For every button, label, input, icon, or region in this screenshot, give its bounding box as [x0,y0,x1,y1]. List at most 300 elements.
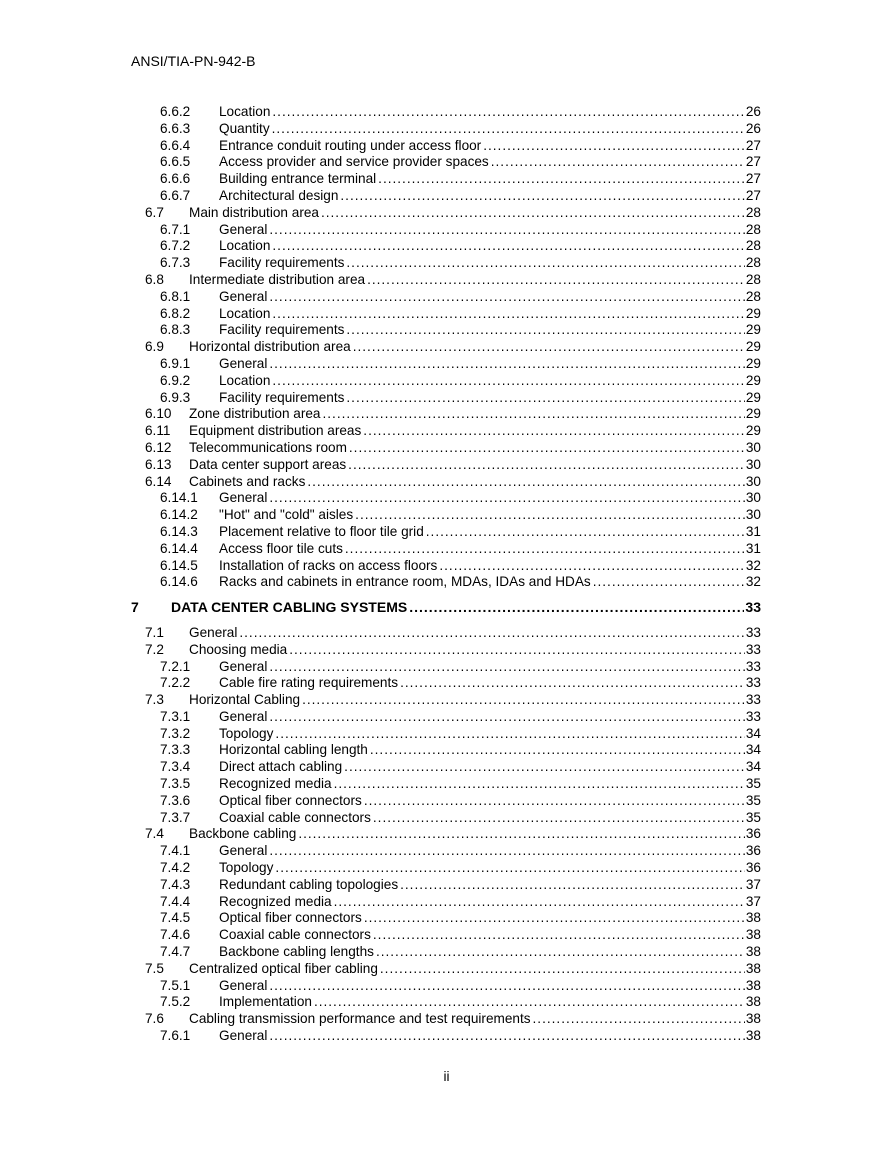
toc-entry-page: 32 [745,574,761,590]
toc-entry[interactable] [131,524,761,541]
toc-entry-title: Quantity [219,120,270,136]
toc-entry-number: 7.5.1 [160,977,191,993]
toc-entry-number: 6.7.3 [160,255,191,271]
dot-leader [346,390,744,407]
toc-entry-line [219,121,761,138]
toc-entry[interactable] [131,390,761,407]
toc-entry-number: 6.14.4 [160,540,198,556]
toc-entry[interactable] [131,574,761,591]
toc-entry-page: 29 [745,423,761,439]
toc-entry-line [189,406,761,423]
dot-leader [334,894,745,911]
toc-entry-title: Horizontal Cabling [189,692,301,708]
dot-leader [346,255,744,272]
toc-entry[interactable] [131,910,761,927]
toc-entry-line [219,1028,761,1045]
toc-entry-page: 35 [745,792,761,808]
dot-leader [380,961,745,978]
toc-entry-page: 28 [745,255,761,271]
toc-entry-number: 6.14.1 [160,490,198,506]
toc-entry-number: 6.14.6 [160,574,198,590]
toc-entry-number: 7.2.1 [160,658,191,674]
dot-leader [373,927,745,944]
toc-entry-page: 32 [745,557,761,573]
dot-leader [314,994,745,1011]
toc-entry-number: 6.14.3 [160,523,198,539]
toc-entry[interactable] [131,994,761,1011]
toc-entry[interactable] [131,759,761,776]
toc-entry-number: 7.1 [145,624,164,640]
toc-entry-line [189,272,761,289]
toc-entry-page: 27 [745,187,761,203]
toc-entry-title: Architectural design [219,187,339,203]
toc-entry-page: 38 [745,1011,761,1027]
toc-entry-page: 28 [745,221,761,237]
toc-entry-number: 7.3.6 [160,792,191,808]
toc-entry-page: 30 [745,507,761,523]
toc-entry-title: Building entrance terminal [219,171,377,187]
toc-entry-page: 28 [745,204,761,220]
toc-entry-page: 38 [745,1028,761,1044]
toc-entry-page: 33 [745,641,761,657]
dot-leader [491,154,745,171]
toc-entry-title: Recognized media [219,776,332,792]
dot-leader [321,205,745,222]
toc-entry-line [219,104,761,121]
toc-entry-title: Optical fiber connectors [219,792,362,808]
toc-entry[interactable] [131,457,761,474]
toc-entry-line [219,894,761,911]
toc-entry-line [219,978,761,995]
dot-leader [349,440,745,457]
toc-entry[interactable] [131,238,761,255]
dot-leader [346,322,744,339]
toc-entry-title: General [219,490,268,506]
toc-entry[interactable] [131,826,761,843]
toc-entry[interactable] [131,205,761,222]
toc-entry-number: 7.3.7 [160,809,191,825]
toc-entry[interactable] [131,507,761,524]
toc-entry[interactable] [131,810,761,827]
toc-entry-number: 6.8.2 [160,305,191,321]
toc-entry-line [219,222,761,239]
toc-entry-title: General [219,708,268,724]
toc-entry[interactable] [131,138,761,155]
dot-leader [373,810,745,827]
toc-entry-title: Entrance conduit routing under access floor [219,137,482,153]
toc-entry-number: 7.5 [145,960,164,976]
toc-entry-title: Coaxial cable connectors [219,927,371,943]
toc-entry-number: 7.4.1 [160,843,191,859]
toc-entry-page: 33 [745,599,761,616]
toc-entry[interactable] [131,944,761,961]
dot-leader [307,474,745,491]
toc-entry-title: Location [219,238,271,254]
toc-entry-title: Location [219,372,271,388]
toc-entry-number: 6.9.2 [160,372,191,388]
document-header: ANSI/TIA-PN-942-B [131,53,256,69]
dot-leader [353,339,745,356]
dot-leader [344,759,745,776]
toc-entry[interactable] [131,642,761,659]
dot-leader [364,793,745,810]
toc-entry[interactable] [131,490,761,507]
dot-leader [355,507,745,524]
toc-entry-title: DATA CENTER CABLING SYSTEMS [171,599,408,616]
dot-leader [426,524,745,541]
toc-entry[interactable] [131,322,761,339]
dot-leader [322,406,744,423]
dot-leader [409,599,744,616]
toc-entry[interactable] [131,474,761,491]
toc-entry-page: 26 [745,104,761,119]
toc-entry-title: Horizontal distribution area [189,339,351,355]
toc-entry-number: 7.3.5 [160,776,191,792]
toc-entry-page: 29 [745,322,761,338]
toc-entry-title: Cable fire rating requirements [219,675,399,691]
dot-leader [483,138,745,155]
toc-entry-title: Facility requirements [219,255,345,271]
toc-entry-title: Cabinets and racks [189,473,306,489]
toc-entry-line [219,994,761,1011]
toc-entry-page: 38 [745,994,761,1010]
toc-entry-page: 34 [745,742,761,758]
toc-entry-line [219,659,761,676]
toc-entry-line [219,373,761,390]
toc-entry-title: Access provider and service provider spaces [219,154,489,170]
toc-entry-title: Access floor tile cuts [219,540,343,556]
toc-entry-number: 7.4.5 [160,910,191,926]
toc-entry-number: 6.8.3 [160,322,191,338]
dot-leader [376,944,745,961]
toc-entry[interactable] [131,356,761,373]
toc-entry-line [189,642,761,659]
toc-entry-page: 38 [745,960,761,976]
toc-entry-title: Main distribution area [189,204,319,220]
toc-entry-number: 7.2 [145,641,164,657]
toc-entry-number: 6.6.4 [160,137,191,153]
toc-entry-title: Backbone cabling lengths [219,944,374,960]
toc-entry-line [219,306,761,323]
toc-entry-page: 37 [745,876,761,892]
dot-leader [269,843,745,860]
toc-entry-number: 7.3.1 [160,708,191,724]
dot-leader [269,289,745,306]
toc-entry[interactable] [131,255,761,272]
toc-entry-number: 6.14 [145,473,172,489]
toc-entry-line [219,944,761,961]
toc-entry-number: 6.9 [145,339,164,355]
toc-entry-line [219,188,761,205]
toc-entry[interactable] [131,625,761,642]
toc-entry-line [219,709,761,726]
toc-entry-title: Equipment distribution areas [189,423,362,439]
dot-leader [272,104,744,121]
toc-entry-number: 7.4.7 [160,944,191,960]
toc-entry-number: 6.9.1 [160,355,191,371]
toc-entry-page: 36 [745,860,761,876]
toc-entry-line [189,625,761,642]
toc-entry-page: 27 [745,171,761,187]
toc-entry[interactable] [131,877,761,894]
toc-entry-line [189,961,761,978]
toc-entry-page: 36 [745,826,761,842]
dot-leader [348,457,745,474]
toc-entry-title: General [219,221,268,237]
toc-entry-line [219,726,761,743]
toc-entry-page: 38 [745,927,761,943]
toc-entry-line [219,927,761,944]
toc-entry-page: 28 [745,288,761,304]
toc-entry[interactable] [131,793,761,810]
toc-entry-number: 6.6.7 [160,187,191,203]
toc-entry-title: Backbone cabling [189,826,297,842]
toc-entry-number: 7.4.3 [160,876,191,892]
toc-entry-page: 38 [745,977,761,993]
toc-entry-number: 7.4.4 [160,893,191,909]
toc-entry[interactable] [131,927,761,944]
toc-entry-line [219,507,761,524]
toc-entry-number: 6.10 [145,406,172,422]
toc-entry-number: 7.3.2 [160,725,191,741]
toc-entry-number: 6.12 [145,439,172,455]
toc-entry-line [219,675,761,692]
toc-entry[interactable] [131,860,761,877]
toc-entry-line [219,390,761,407]
toc-entry-page: 30 [745,456,761,472]
dot-leader [272,373,744,390]
toc-entry-title: Data center support areas [189,456,347,472]
toc-entry[interactable] [131,121,761,138]
dot-leader [367,272,745,289]
toc-entry-number: 6.9.3 [160,389,191,405]
toc-entry-number: 7.5.2 [160,994,191,1010]
toc-entry-title: General [219,977,268,993]
toc-entry[interactable] [131,104,761,121]
toc-entry-title: "Hot" and "cold" aisles [219,507,354,523]
toc-entry-title: Intermediate distribution area [189,271,366,287]
toc-entry-title: Zone distribution area [189,406,321,422]
toc-entry-line [219,238,761,255]
toc-entry-title: Facility requirements [219,322,345,338]
dot-leader [272,121,745,138]
toc-entry[interactable] [131,406,761,423]
toc-entry-title: Direct attach cabling [219,759,343,775]
dot-leader [334,776,745,793]
dot-leader [340,188,744,205]
dot-leader [269,356,745,373]
toc-entry[interactable] [131,440,761,457]
toc-entry-number: 7 [131,599,139,616]
toc-entry[interactable] [131,1028,761,1045]
toc-entry[interactable] [131,188,761,205]
toc-entry-page: 29 [745,355,761,371]
toc-entry-number: 6.7.2 [160,238,191,254]
dot-leader [302,692,745,709]
table-of-contents [131,104,761,1045]
dot-leader [533,1011,745,1028]
toc-entry-number: 6.7.1 [160,221,191,237]
toc-entry-line [219,910,761,927]
toc-entry[interactable] [131,171,761,188]
toc-entry-page: 35 [745,776,761,792]
toc-entry-line [219,574,761,591]
toc-entry[interactable] [131,558,761,575]
dot-leader [269,490,745,507]
toc-entry-title: Redundant cabling topologies [219,876,399,892]
toc-entry-number: 7.6 [145,1011,164,1027]
toc-entry-page: 29 [745,339,761,355]
toc-entry[interactable] [131,1011,761,1028]
toc-entry-number: 6.14.5 [160,557,198,573]
toc-entry-line [219,524,761,541]
toc-entry-number: 6.11 [145,423,171,439]
toc-entry[interactable] [131,222,761,239]
dot-leader [370,742,745,759]
toc-entry-title: Centralized optical fiber cabling [189,960,378,976]
toc-entry-page: 27 [745,137,761,153]
toc-entry[interactable] [131,423,761,440]
toc-entry-line [189,205,761,222]
toc-entry-line [189,339,761,356]
toc-entry[interactable] [131,978,761,995]
toc-entry-number: 7.2.2 [160,675,191,691]
dot-leader [289,642,745,659]
toc-entry-title: Location [219,305,271,321]
dot-leader [272,306,744,323]
toc-entry-line [219,776,761,793]
dot-leader [400,675,745,692]
toc-entry-page: 36 [745,843,761,859]
toc-entry[interactable] [131,659,761,676]
toc-entry-page: 33 [745,658,761,674]
toc-entry-number: 6.8.1 [160,288,191,304]
toc-entry-number: 6.8 [145,271,164,287]
toc-entry-page: 33 [745,708,761,724]
toc-entry-number: 7.4.2 [160,860,191,876]
toc-entry-page: 37 [745,893,761,909]
toc-entry-title: General [219,1028,268,1044]
toc-entry-number: 7.3.3 [160,742,191,758]
toc-entry-line [189,474,761,491]
toc-entry-page: 29 [745,406,761,422]
dot-leader [269,1028,745,1045]
toc-entry-number: 6.7 [145,204,164,220]
toc-entry-number: 7.4.6 [160,927,191,943]
toc-entry-line [219,877,761,894]
dot-leader [298,826,745,843]
dot-leader [345,541,745,558]
toc-entry-title: Installation of racks on access floors [219,557,438,573]
toc-entry-number: 6.13 [145,456,172,472]
dot-leader [269,978,745,995]
toc-entry-number: 6.6.6 [160,171,191,187]
toc-entry-title: Facility requirements [219,389,345,405]
toc-entry[interactable] [131,306,761,323]
toc-entry-title: General [219,355,268,371]
dot-leader [275,860,744,877]
toc-entry-title: Topology [219,725,274,741]
toc-entry-number: 6.6.5 [160,154,191,170]
toc-entry-line [219,255,761,272]
toc-entry-page: 34 [745,725,761,741]
toc-entry[interactable] [131,843,761,860]
dot-leader [239,625,745,642]
toc-entry-page: 31 [745,540,761,556]
toc-entry-page: 33 [745,675,761,691]
toc-entry[interactable] [131,894,761,911]
toc-entry-number: 7.3 [145,692,164,708]
toc-entry-title: Racks and cabinets in entrance room, MDAs, IDAs and HDAs [219,574,591,590]
toc-entry-number: 7.6.1 [160,1028,191,1044]
dot-leader [269,222,745,239]
toc-entry-line [219,541,761,558]
toc-entry-line [219,490,761,507]
toc-entry-title: Optical fiber connectors [219,910,362,926]
toc-entry[interactable] [131,742,761,759]
toc-entry[interactable] [131,709,761,726]
toc-entry-page: 31 [745,523,761,539]
toc-entry-line [219,322,761,339]
toc-entry-number: 6.14.2 [160,507,198,523]
toc-entry-title: Coaxial cable connectors [219,809,371,825]
toc-entry-number: 6.6.3 [160,120,191,136]
dot-leader [439,558,745,575]
toc-entry-page: 29 [745,305,761,321]
toc-entry-title: General [189,624,238,640]
toc-entry[interactable] [131,776,761,793]
toc-entry-title: Choosing media [189,641,288,657]
toc-entry-page: 38 [745,910,761,926]
toc-entry-page: 29 [745,372,761,388]
toc-entry-page: 30 [745,439,761,455]
toc-entry-page: 33 [745,624,761,640]
toc-entry-line [219,138,761,155]
toc-entry-page: 38 [745,944,761,960]
toc-entry-page: 30 [745,473,761,489]
toc-entry-page: 27 [745,154,761,170]
toc-entry[interactable] [131,289,761,306]
toc-entry-line [171,599,761,616]
toc-entry-title: Cabling transmission performance and test requirements [189,1011,531,1027]
toc-entry[interactable] [131,541,761,558]
toc-entry-number: 6.6.2 [160,104,191,119]
dot-leader [364,910,745,927]
toc-entry[interactable] [131,726,761,743]
toc-entry-line [219,742,761,759]
toc-entry-line [219,759,761,776]
toc-entry-line [219,154,761,171]
toc-entry[interactable] [131,154,761,171]
toc-entry-page: 29 [745,389,761,405]
toc-entry-line [189,440,761,457]
toc-entry[interactable] [131,675,761,692]
toc-entry-line [219,843,761,860]
toc-entry[interactable] [131,272,761,289]
toc-entry-line [219,558,761,575]
toc-entry-line [219,793,761,810]
toc-entry[interactable] [131,599,761,616]
toc-entry-title: General [219,288,268,304]
toc-entry[interactable] [131,339,761,356]
toc-entry[interactable] [131,961,761,978]
toc-entry-title: Location [219,104,271,119]
toc-entry-title: Recognized media [219,893,332,909]
toc-entry[interactable] [131,373,761,390]
toc-entry[interactable] [131,692,761,709]
toc-entry-line [219,171,761,188]
toc-entry-title: Implementation [219,994,312,1010]
